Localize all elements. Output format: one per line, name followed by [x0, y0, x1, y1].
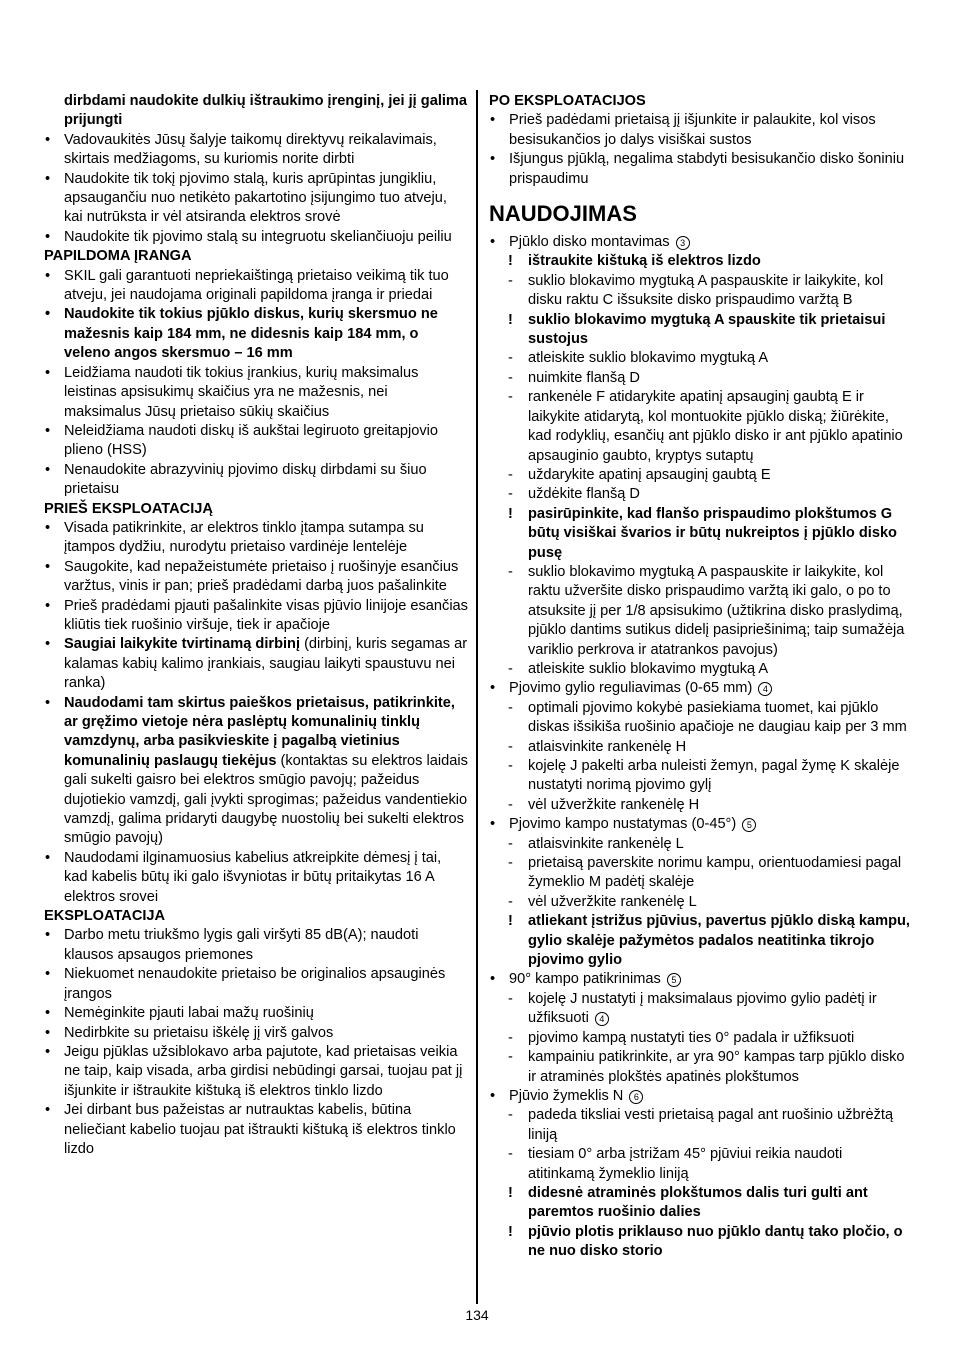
page-number: 134 [465, 1307, 489, 1323]
section-heading-accessories: PAPILDOMA ĮRANGA [44, 248, 192, 265]
step-item: - uždėkite flanšą D [489, 485, 911, 504]
list-item-check-90 [489, 970, 911, 989]
section-heading-operation: EKSPLOATACIJA [44, 908, 166, 925]
step-item: - vėl užveržkite rankenėlę L [489, 893, 911, 912]
figure-ref-circle: 4 [595, 1012, 609, 1026]
intro-bold-text: dirbdami naudokite dulkių ištraukimo įrenginį, jei jį galima prijungti [64, 93, 468, 129]
list-item: • Naudodami ilginamuosius kabelius atkreipkite dėmesį į tai, kad kabelis būtų iki galo išvyniotas ir būtų pritaikytas 16 A elektros srovei [44, 849, 468, 907]
step-text: kojelę J nustatyti į maksimalaus pjovimo gylio padėtį ir užfiksuoti [528, 990, 877, 1027]
step-item: - rankenėle F atidarykite apatinį apsauginį gaubtą E ir laikykite atidarytą, kol montuokite pjūklo diską; žiūrėkite, kad rodyklių, esančių ant pjūklo disko ir ant pjūklo apatinio apsauginio gaubto, kryptys sutaptų [489, 388, 911, 466]
step-item: - suklio blokavimo mygtuką A paspauskite ir laikykite, kol raktu užveršite disko prispaudimo varžtą iki galo, o po to atsuksite jį per 1/8 apsisukimo (užtikrina disko praslydimą, pjūklo dantims sutikus didelį pasipriešinimą; taip sumažėja variklio perkrova ir atatrankos pavojus) [489, 563, 911, 660]
right-column [489, 92, 911, 1262]
figure-ref-circle: 3 [676, 236, 690, 250]
list-item: • Jeigu pjūklas užsiblokavo arba pajutote, kad prietaisas veikia ne taip, kaip visada, arba girdisi nebūdingi garsai, tuojau pat jį išjunkite ir ištraukite kištuką iš elektros tinklo lizdo [44, 1043, 468, 1101]
step-item: - atlaisvinkite rankenėlę L [489, 835, 911, 854]
step-item: - optimali pjovimo kokybė pasiekiama tuomet, kai pjūklo diskas išsikiša ruošinio apačioje ne daugiau kaip per 3 mm [489, 699, 911, 738]
list-item: • Prieš padėdami prietaisą jį išjunkite ir palaukite, kol visos besisukančios jo dalys visiškai sustos [489, 111, 911, 150]
list-item-label: Pjūvio žymeklis N [509, 1087, 624, 1104]
warning-item: ! suklio blokavimo mygtuką A spauskite tik prietaisui sustojus [489, 311, 911, 350]
warning-item: ! pasirūpinkite, kad flanšo prispaudimo plokštumos G būtų visiškai švarios ir būtų nukreiptos į pjūklo disko pusę [489, 505, 911, 563]
step-item: - kojelę J pakelti arba nuleisti žemyn, pagal žymę K skalėje nustatyti norimą pjovimo gylį [489, 757, 911, 796]
list-item: • Prieš pradėdami pjauti pašalinkite visas pjūvio linijoje esančias kliūtis tiek ruošinio viršuje, tiek ir apačioje [44, 597, 468, 636]
warning-item: ! atliekant įstrižus pjūvius, pavertus pjūklo diską kampu, gylio skalėje pažymėtos padalos neatitinka tikrojo pjovimo gylio [489, 912, 911, 970]
list-item: • SKIL gali garantuoti nepriekaištingą prietaiso veikimą tik tuo atveju, jei naudojama originali papildoma įranga ir priedai [44, 267, 468, 306]
list-item: • Darbo metu triukšmo lygis gali viršyti 85 dB(A); naudoti klausos apsaugos priemones [44, 926, 468, 965]
step-item: - atleiskite suklio blokavimo mygtuką A [489, 349, 911, 368]
warning-item: ! pjūvio plotis priklauso nuo pjūklo dantų tako pločio, o ne nuo disko storio [489, 1223, 911, 1262]
list-item-rest: (dirbinį, kuris segamas ar kalamas kabių kalimo įrankiais, saugiau laikyti spaustuvu nei ranka) [64, 636, 468, 692]
list-item-mount [489, 233, 911, 252]
list-item: • Naudokite tik tokį pjovimo stalą, kuris aprūpintas jungikliu, apsaugančiu nuo netikėto pakartotino įsijungimo tuo atveju, kai nutrūksta ir vėl atsiranda elektros srovė [44, 170, 468, 228]
figure-ref-circle: 4 [758, 682, 772, 696]
section-heading-after-use: PO EKSPLOATACIJOS [489, 93, 646, 109]
step-item: - uždarykite apatinį apsauginį gaubtą E [489, 466, 911, 485]
warning-item: ! didesnė atraminės plokštumos dalis turi gulti ant paremtos ruošinio dalies [489, 1184, 911, 1223]
step-item [489, 990, 911, 1029]
step-item: - padeda tiksliai vesti prietaisą pagal ant ruošinio užbrėžtą liniją [489, 1106, 911, 1145]
list-item: • Naudokite tik pjovimo stalą su integruotu skeliančiuoju peiliu [44, 228, 468, 247]
warning-item: ! ištraukite kištuką iš elektros lizdo [489, 252, 911, 271]
list-item: • Saugokite, kad nepažeistumėte prietaiso į ruošinyje esančius varžtus, vinis ir pan; prieš pradėdami darbą juos pašalinkite [44, 558, 468, 597]
list-item: • Nenaudokite abrazyvinių pjovimo diskų dirbdami su šiuo prietaisu [44, 461, 468, 500]
step-item: - suklio blokavimo mygtuką A paspauskite ir laikykite, kol disku raktu C išsuksite disko prispaudimo varžtą B [489, 272, 911, 311]
step-item: - kampainiu patikrinkite, ar yra 90° kampas tarp pjūklo disko ir atraminės plokštės apatinės plokštumos [489, 1048, 911, 1087]
list-item: • Jei dirbant bus pažeistas ar nutrauktas kabelis, būtina neliečiant kabelio tuojau pat ištraukti kištuką iš elektros tinklo lizdo [44, 1101, 468, 1159]
list-item-label: 90° kampo patikrinimas [509, 971, 661, 988]
step-item: - atlaisvinkite rankenėlę H [489, 738, 911, 757]
list-item: • Vadovaukitės Jūsų šalyje taikomų direktyvų reikalavimais, skirtais medžiagoms, su kuriomis norite dirbti [44, 131, 468, 170]
list-item-angle [489, 815, 911, 834]
step-item: - vėl užveržkite rankenėlę H [489, 796, 911, 815]
step-item: - nuimkite flanšą D [489, 369, 911, 388]
list-item: • Išjungus pjūklą, negalima stabdyti besisukančio disko šoniniu prispaudimu [489, 150, 911, 189]
figure-ref-circle: 5 [742, 818, 756, 832]
list-item-label: Pjovimo gylio reguliavimas (0-65 mm) [509, 680, 753, 697]
list-item: • Neleidžiama naudoti diskų iš aukštai legiruoto greitapjovio plieno (HSS) [44, 422, 468, 461]
list-item-bold: Naudodami tam skirtus paieškos prietaisus, patikrinkite, ar gręžimo vietoje nėra paslėptų komunalinių tinklų vamzdynų, arba pasikvieskite į pagalbą vietinius komunalinių paslaugų tiekėjus [64, 694, 455, 769]
list-item-label: Pjovimo kampo nustatymas (0-45°) [509, 816, 737, 833]
step-item: - pjovimo kampą nustatyti ties 0° padala ir užfiksuoti [489, 1029, 911, 1048]
column-divider [476, 90, 478, 1304]
figure-ref-circle: 5 [667, 973, 681, 987]
left-column [44, 92, 468, 1159]
list-item-bold: Saugiai laikykite tvirtinamą dirbinį [64, 636, 301, 653]
figure-ref-circle: 6 [629, 1090, 643, 1104]
list-item-depth [489, 679, 911, 698]
section-heading-before-use: PRIEŠ EKSPLOATACIJĄ [44, 500, 213, 517]
list-item [44, 694, 468, 849]
list-item: • Niekuomet nenaudokite prietaiso be originalios apsauginės įrangos [44, 965, 468, 1004]
list-item: • Nemėginkite pjauti labai mažų ruošinių [44, 1004, 468, 1023]
list-item: • Nedirbkite su prietaisu iškėlę jį virš galvos [44, 1024, 468, 1043]
section-heading-use: NAUDOJIMAS [489, 201, 637, 227]
step-item: - prietaisą paverskite norimu kampu, orientuodamiesi pagal žymeklio M padėtį skalėje [489, 854, 911, 893]
list-item-rest: (kontaktas su elektros laidais gali sukelti gaisro bei elektros smūgio pavojų; pažeidus dujotiekio vamzdį, gali įvykti sprogimas; pažeidus vandentiekio vamzdį, galima pridaryti daugybę nuostolių bei sukelti elektros smūgio pavojų) [64, 752, 468, 847]
list-item [44, 635, 468, 693]
list-item: • Leidžiama naudoti tik tokius įrankius, kurių maksimalus leistinas apsisukimų skaičius yra ne mažesnis, nei maksimalus Jūsų prietaiso sūkių skaičius [44, 364, 468, 422]
list-item: • Naudokite tik tokius pjūklo diskus, kurių skersmuo ne mažesnis kaip 184 mm, ne didesnis kaip 184 mm, o veleno angos skersmuo – 16 mm [44, 305, 468, 363]
list-item-label: Pjūklo disko montavimas [509, 234, 670, 251]
step-item: - tiesiam 0° arba įstrižam 45° pjūviui reikia naudoti atitinkamą žymeklio liniją [489, 1145, 911, 1184]
list-item: • Visada patikrinkite, ar elektros tinklo įtampa sutampa su įtampos dydžiu, nurodytu prietaiso vardinėje lentelėje [44, 519, 468, 558]
step-item: - atleiskite suklio blokavimo mygtuką A [489, 660, 911, 679]
list-item-indicator [489, 1087, 911, 1106]
